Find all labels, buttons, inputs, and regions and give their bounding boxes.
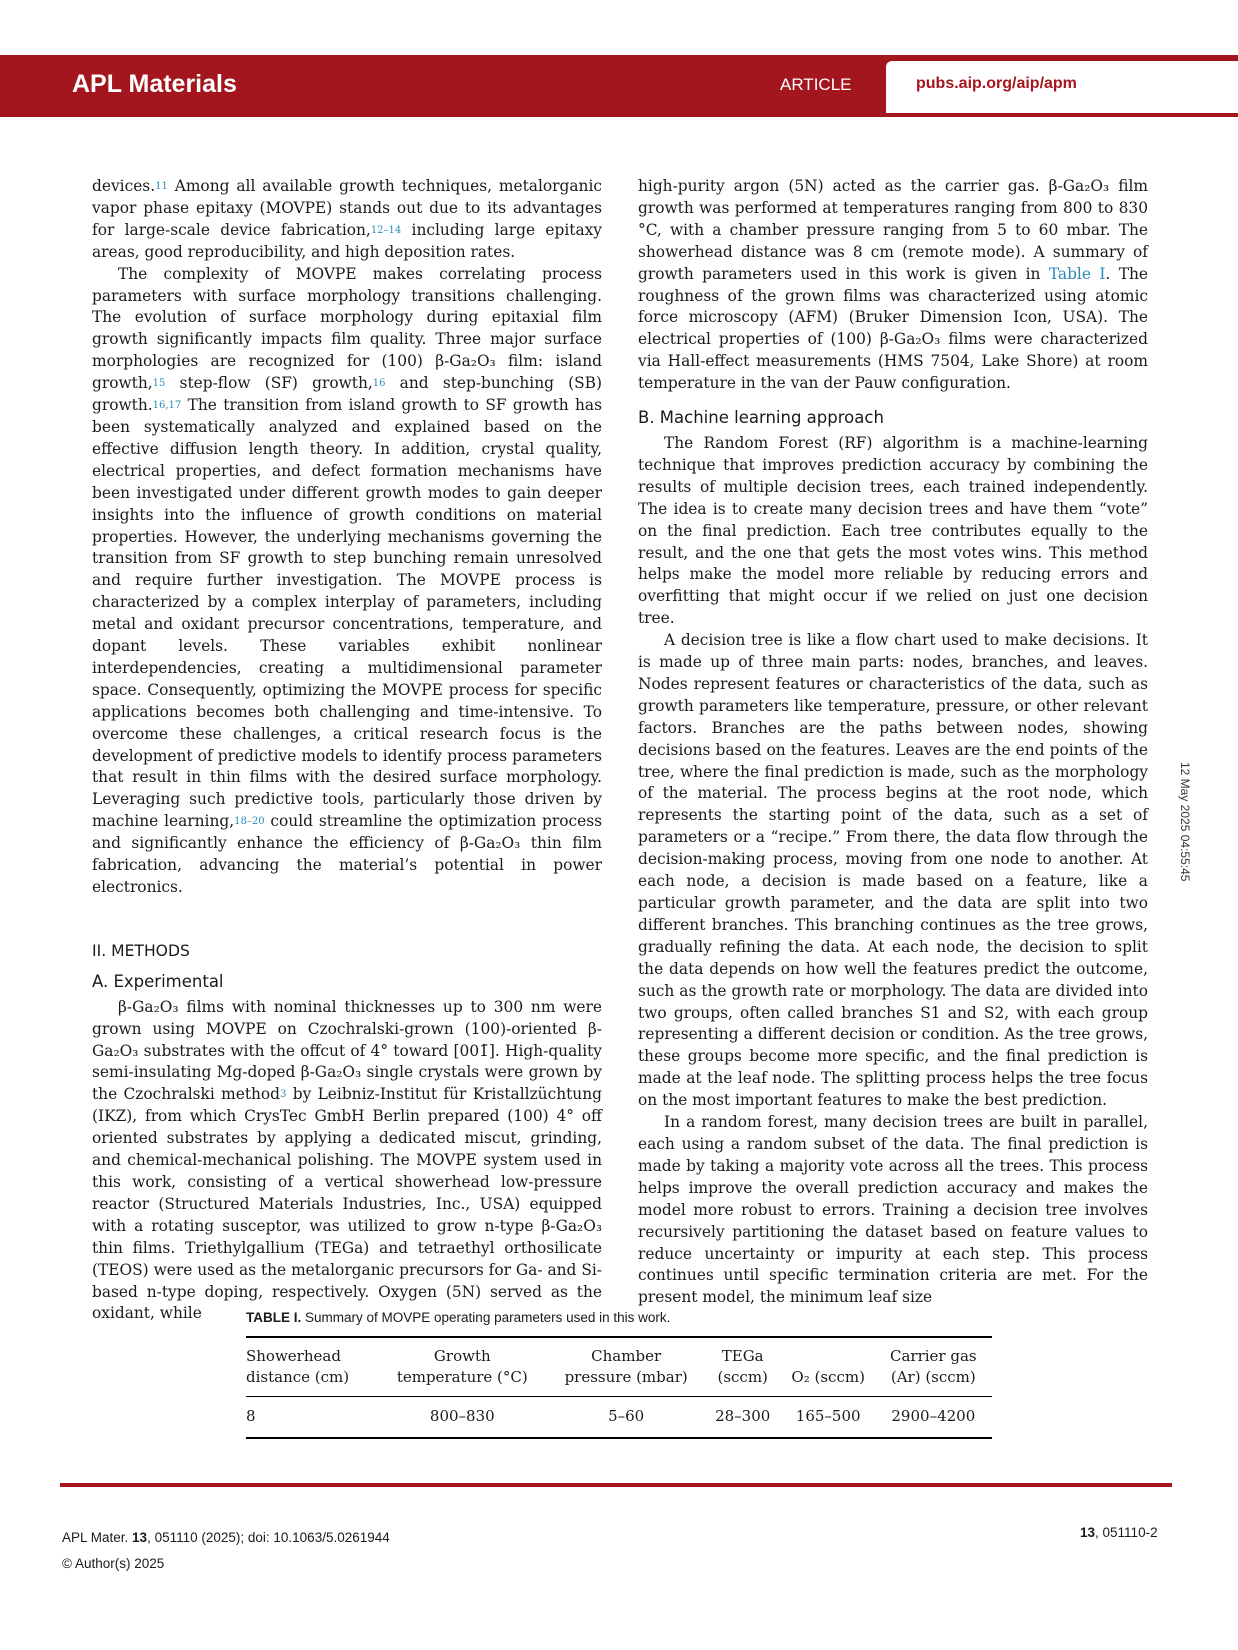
table-cell: 800–830 (380, 1397, 549, 1439)
table-row (246, 1397, 992, 1439)
table-header-cell: Growth temperature (°C) (380, 1337, 549, 1397)
footer-rule (60, 1483, 1172, 1487)
reference-link[interactable]: 15 (152, 378, 166, 390)
journal-url-box (886, 61, 1238, 113)
reference-link[interactable]: 11 (155, 181, 168, 192)
parameters-table (246, 1336, 992, 1439)
right-column (638, 176, 1148, 1309)
table-cell: 2900–4200 (879, 1397, 992, 1439)
table-header-row (246, 1337, 992, 1397)
paragraph: The complexity of MOVPE makes correlating process parameters with surface morphology transitions challenging. The evolution of surface morphology during epitaxial film growth significantly impacts film quality. Three major surface morphologies are recognized for (100) β-Ga₂O₃ film: island growth,$^{15}$ step-flow (SF) growth,$^{16}$ and step-bunching (SB) growth.$^{16,17}$ The transition from island growth to SF growth has been systematically analyzed and explained based on the effective diffusion length theory. In addition, crystal quality, electrical properties, and defect formation mechanisms have been investigated under different growth modes to gain deeper insights into the influence of growth conditions on material properties. However, the underlying mechanisms governing the transition from SF growth to step bunching remain unresolved and require further investigation. The MOVPE process is characterized by a complex interplay of parameters, including metal and oxidant precursor concentrations, temperature, and dopant levels. These variables exhibit nonlinear interdependencies, creating a multidimensional parameter space. Consequently, optimizing the MOVPE process for specific applications becomes both challenging and time-intensive. To overcome these challenges, a critical research focus is the development of predictive models to identify process parameters that result in thin films with the desired surface morphology. Leveraging such predictive tools, particularly those driven by machine learning,$^{18-20}$ could streamline the optimization process and significantly enhance the efficiency of β-Ga₂O₃ thin film fabrication, advancing the material’s potential in power electronics. (92, 264, 603, 896)
article-type-label: ARTICLE (780, 75, 852, 94)
table-header-cell: Showerhead distance (cm) (246, 1337, 380, 1397)
footer-citation: APL Mater. 13, 051110 (2025); doi: 10.1063/5.0261944 © Author(s) 2025 (62, 1525, 390, 1577)
paragraph: In a random forest, many decision trees are built in parallel, each using a random subset of the data. The final prediction is made by taking a majority vote across all the trees. This process helps improve the overall prediction accuracy and makes the model more robust to errors. Training a decision tree involves recursively partitioning the dataset based on feature values to reduce uncertainty or impurity at each step. This process continues until specific termination criteria are met. For the present model, the minimum leaf size (638, 1113, 1148, 1307)
reference-link[interactable]: 12–14 (370, 224, 402, 236)
section-heading: II. METHODS (92, 941, 190, 960)
paragraph: high-purity argon (5N) acted as the carrier gas. β-Ga₂O₃ film growth was performed at temperatures ranging from 800 to 830 °C, with a chamber pressure ranging from 5 to 60 mbar. The showerhead distance was 8 cm (remote mode). A summary of growth parameters used in this work is given in Table I. The roughness of the grown films was characterized using atomic force microscopy (AFM) (Bruker Dimension Icon, USA). The electrical properties of (100) β-Ga₂O₃ films were characterized via Hall-effect measurements (HMS 7504, Lake Shore) at room temperature in the van der Pauw configuration. (638, 177, 1148, 393)
journal-title: APL Materials (72, 70, 237, 98)
reference-link[interactable]: 3 (280, 1089, 287, 1101)
table-caption: TABLE I. Summary of MOVPE operating parameters used in this work. (246, 1310, 671, 1325)
subsection-heading: B. Machine learning approach (638, 408, 884, 428)
copyright-notice: © Author(s) 2025 (62, 1556, 165, 1571)
journal-header-bar (0, 55, 1238, 117)
left-column (92, 176, 602, 1325)
table-cell: 165–500 (782, 1397, 879, 1439)
page-number: 13, 051110-2 (1080, 1525, 1158, 1540)
paragraph: β-Ga₂O₃ films with nominal thicknesses up to 300 nm were grown using MOVPE on Czochralski-grown (100)-oriented β-Ga₂O₃ substrates with the offcut of 4° toward [001̄]. High-quality semi-insulating Mg-doped β-Ga₂O₃ single crystals were grown by the Czochralski method$^3$ by Leibniz-Institut für Kristallzüchtung (IKZ), from which CrysTec GmbH Berlin prepared (100) 4° off oriented substrates by applying a dedicated miscut, grinding, and chemical-mechanical polishing. The MOVPE system used in this work, consisting of a vertical showerhead low-pressure reactor (Structured Materials Industries, Inc., USA) equipped with a rotating susceptor, was utilized to grow n-type β-Ga₂O₃ thin films. Triethylgallium (TEGa) and tetraethyl orthosilicate (TEOS) were used as the metalorganic precursors for Ga- and Si-based n-type doping, respectively. Oxygen (5N) served as the oxidant, while (92, 997, 602, 1323)
table-cell: 28–300 (708, 1397, 782, 1439)
table-link[interactable]: Table I (1048, 264, 1106, 283)
paragraph: A decision tree is like a flow chart used to make decisions. It is made up of three main parts: nodes, branches, and leaves. Nodes represent features or characteristics of the data, such as growth parameters like temperature, pressure, or other relevant factors. Branches are the paths between nodes, showing decisions based on the features. Leaves are the end points of the tree, where the final prediction is made, such as the morphology of the material. The process begins at the root node, which represents the starting point of the data, such as a set of parameters or a “recipe.” From there, the data flow through the decision-making process, moving from one node to another. At each node, a decision is made based on a feature, like a particular growth parameter, and the data are split into two different branches. This branching continues as the tree grows, gradually refining the data. At each node, the decision to split the data depends on how well the features predict the outcome, such as the growth rate or morphology. The data are divided into two groups, often called branches S1 and S2, with each group representing a different decision or condition. As the tree grows, these groups become more specific, and the final prediction is made at the leaf node. The splitting process helps the tree focus on the most important features to make the best prediction. (638, 631, 1148, 1110)
journal-url-link[interactable]: pubs.aip.org/aip/apm (916, 75, 1077, 92)
table-header-cell: Carrier gas (Ar) (sccm) (879, 1337, 992, 1397)
paragraph: devices.$^{11}$ Among all available growth techniques, metalorganic vapor phase epitaxy (MOVPE) stands out due to its advantages for large-scale device fabrication,$^{12-14}$ including large epitaxy areas, good reproducibility, and high deposition rates. (92, 177, 602, 261)
reference-link[interactable]: 16,17 (152, 400, 182, 412)
paragraph: The Random Forest (RF) algorithm is a machine-learning technique that improves prediction accuracy by combining the results of multiple decision trees, each trained independently. The idea is to create many decision trees and have them “vote” on the final prediction. Each tree contributes equally to the result, and the one that gets the most votes wins. This method helps make the model more reliable by reducing errors and overfitting that might occur if we relied on just one decision tree. (638, 433, 1148, 628)
reference-link[interactable]: 16 (372, 378, 386, 390)
table-header-cell: O₂ (sccm) (782, 1337, 879, 1397)
table-header-cell: Chamber pressure (mbar) (549, 1337, 708, 1397)
table-cell: 8 (246, 1397, 380, 1439)
download-timestamp: 12 May 2025 04:55:45 (1178, 762, 1192, 882)
reference-link[interactable]: 18–20 (234, 816, 265, 828)
table-cell: 5–60 (549, 1397, 708, 1439)
subsection-heading: A. Experimental (92, 971, 224, 991)
table-header-cell: TEGa (sccm) (708, 1337, 782, 1397)
